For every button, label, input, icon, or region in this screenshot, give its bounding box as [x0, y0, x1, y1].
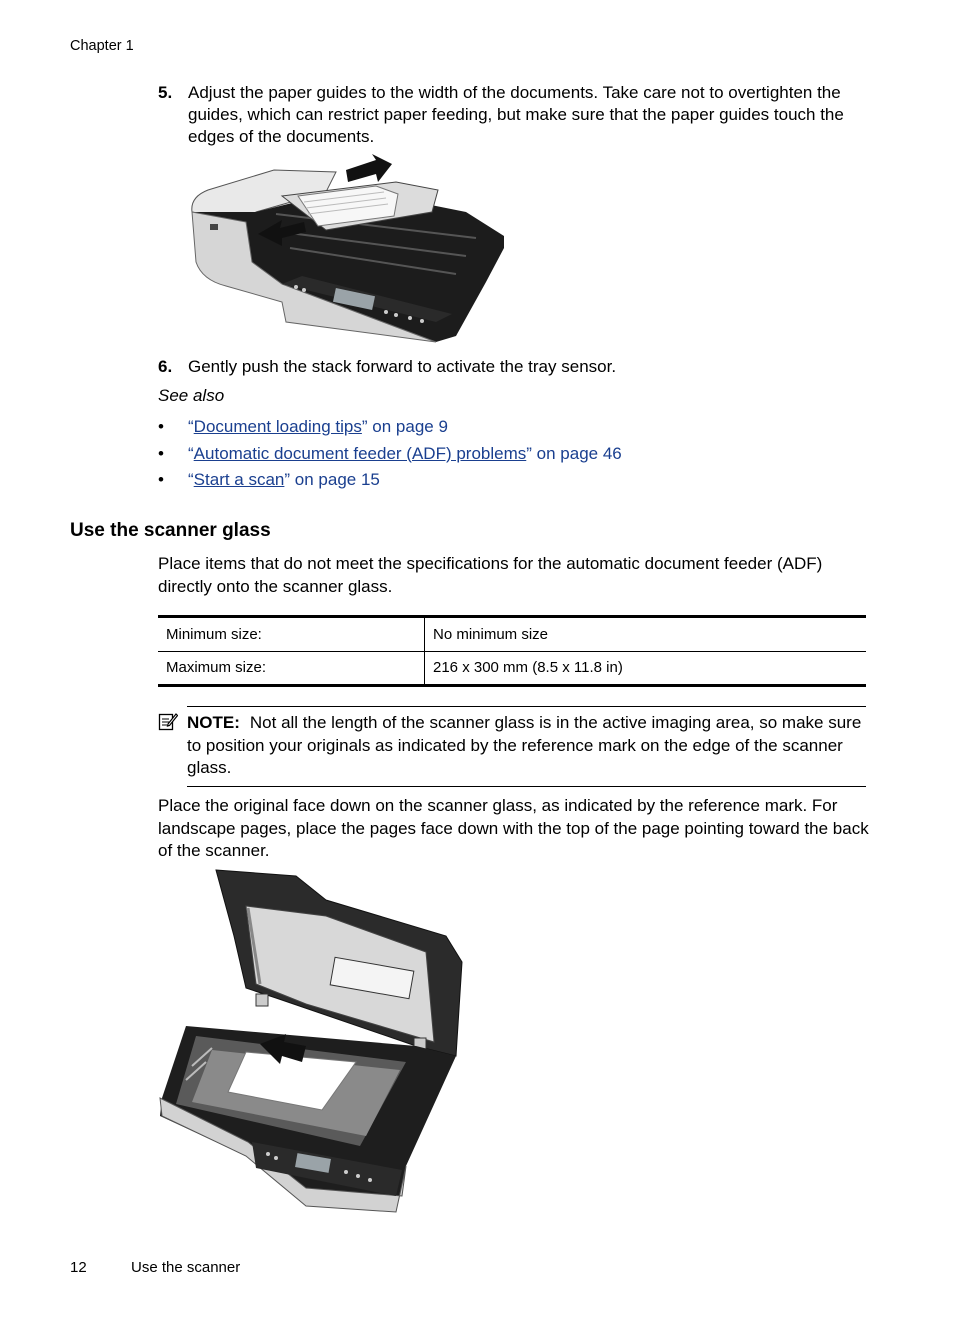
section-intro: Place items that do not meet the specifications for the automatic document feeder (ADF) directly onto the scanner glass.: [158, 554, 823, 596]
link-document-loading-tips[interactable]: “Document loading tips” on page 9: [188, 417, 448, 436]
adf-scanner-illustration: [186, 152, 508, 344]
table-cell-label: Maximum size:: [158, 651, 425, 686]
bullet: •: [158, 443, 164, 463]
table-cell-value: No minimum size: [425, 617, 867, 652]
table-row: [158, 651, 866, 686]
placement-instructions: Place the original face down on the scanner glass, as indicated by the reference mark. For landscape pages, place the pages face down with the top of the page pointing toward the back of the scanner.: [158, 796, 869, 860]
see-also-label: See also: [158, 386, 225, 405]
flatbed-scanner-illustration: [156, 866, 466, 1214]
step-number: 5.: [158, 83, 173, 102]
note-text: Not all the length of the scanner glass is in the active imaging area, so make sure to position your originals as indicated by the reference mark on the edge of the scanner glass.: [187, 713, 862, 777]
table-row: [158, 617, 866, 652]
table-cell-label: Minimum size:: [158, 617, 425, 652]
page-number: 12: [70, 1259, 87, 1276]
note-label: NOTE:: [187, 713, 240, 732]
note-box: [187, 706, 866, 787]
step-text: Gently push the stack forward to activate the tray sensor.: [188, 357, 617, 376]
table-cell-value: 216 x 300 mm (8.5 x 11.8 in): [425, 651, 867, 686]
size-spec-table: [158, 615, 866, 687]
section-title: Use the scanner glass: [70, 520, 271, 541]
step-text: Adjust the paper guides to the width of the documents. Take care not to overtighten the guides, which can restrict paper feeding, but make sure that the paper guides touch the edges of the documents.: [188, 83, 844, 146]
bullet: •: [158, 470, 164, 489]
note-icon: [158, 711, 178, 731]
step-number: 6.: [158, 357, 173, 376]
bullet: •: [158, 417, 164, 436]
link-adf-problems[interactable]: “Automatic document feeder (ADF) problems” on page 46: [188, 443, 622, 463]
footer-title: Use the scanner: [131, 1259, 241, 1276]
chapter-header: Chapter 1: [70, 38, 134, 54]
step-6: [158, 356, 870, 378]
link-start-a-scan[interactable]: “Start a scan” on page 15: [188, 470, 380, 489]
step-5: [158, 82, 870, 148]
